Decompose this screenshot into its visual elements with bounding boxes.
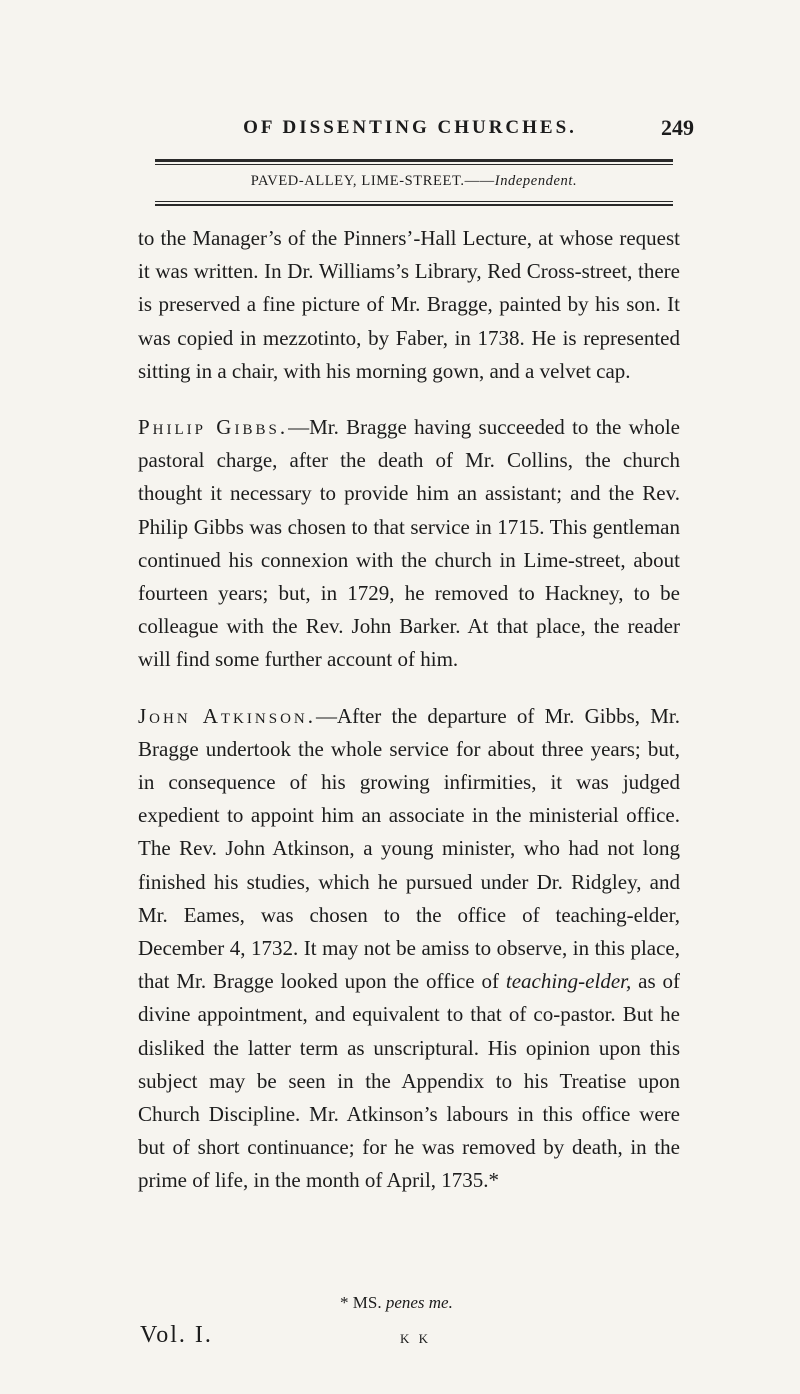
paragraph-text-a: —After the departure of Mr. Gibbs, Mr. Bragge undertook the whole service for about three years; but, in consequence of his growing infirmities, it was judged expedient to appoint him an associate in the ministerial office. The Rev. John Atkinson, a young minister, who had not long finished his studies, which he pursued under Dr. Ridgley, and Mr. Eames, was chosen to the office of teaching-elder, December 4, 1732. It may not be amiss to observe, in this place, that Mr. Bragge looked upon the office of [138,703,680,994]
paragraph-john-atkinson [138,700,680,1198]
header-rule-thick [155,159,673,162]
entry-name-philip-gibbs: Philip Gibbs. [138,415,289,440]
paragraph-philip-gibbs [138,411,680,677]
footnote [340,1293,453,1313]
subheading-separator: —— [464,173,495,189]
footnote-marker: * MS. [340,1293,382,1312]
paragraph-text: —Mr. Bragge having succeeded to the whole pastoral charge, after the death of Mr. Collins, the church thought it necessary to provide him an assistant; and the Rev. Philip Gibbs was chosen to that service in 1715. This gentleman continued his connexion with the church in Lime-street, about fourteen years; but, in 1729, he removed to Hackney, to be colleague with the Rev. John Barker. At that place, the reader will find some further account of him. [138,415,680,672]
running-title: OF DISSENTING CHURCHES. [243,117,577,138]
footnote-text: penes me. [385,1293,453,1312]
running-head [140,115,694,151]
subheading-place: PAVED-ALLEY, LIME-STREET. [250,173,465,189]
section-subheading [155,173,673,190]
paragraph-text-b: as of divine appointment, and equivalent to that of co-pastor. But he disliked the latter term as unscriptural. His opinion upon this subject may be seen in the Appendix to his Treatise upon Church Discipline. Mr. Atkinson’s labours in this office were but of short continuance; for he was removed by death, in the prime of life, in the month of April, 1735.* [138,969,680,1193]
paragraph-bragge-picture: to the Manager’s of the Pinners’-Hall Lecture, at whose request it was written. In Dr. Williams’s Library, Red Cross-street, there is preserved a fine picture of Mr. Bragge, painted by his son. It was copied in mezzotinto, by Faber, in 1738. He is represented sitting in a chair, with his morning gown, and a velvet cap. [138,226,680,383]
italic-term: teaching-elder, [505,969,632,994]
body-text [138,222,680,1198]
page-number: 249 [661,115,694,140]
subheading-denomination: Independent. [494,173,578,189]
signature-mark: K K [400,1331,432,1346]
header-rule-thin [155,164,673,165]
volume-label: Vol. I. [140,1322,213,1348]
entry-name-john-atkinson: John Atkinson. [138,703,316,728]
subheading-rule-thick [155,204,673,206]
subheading-rule-thin [155,201,673,202]
